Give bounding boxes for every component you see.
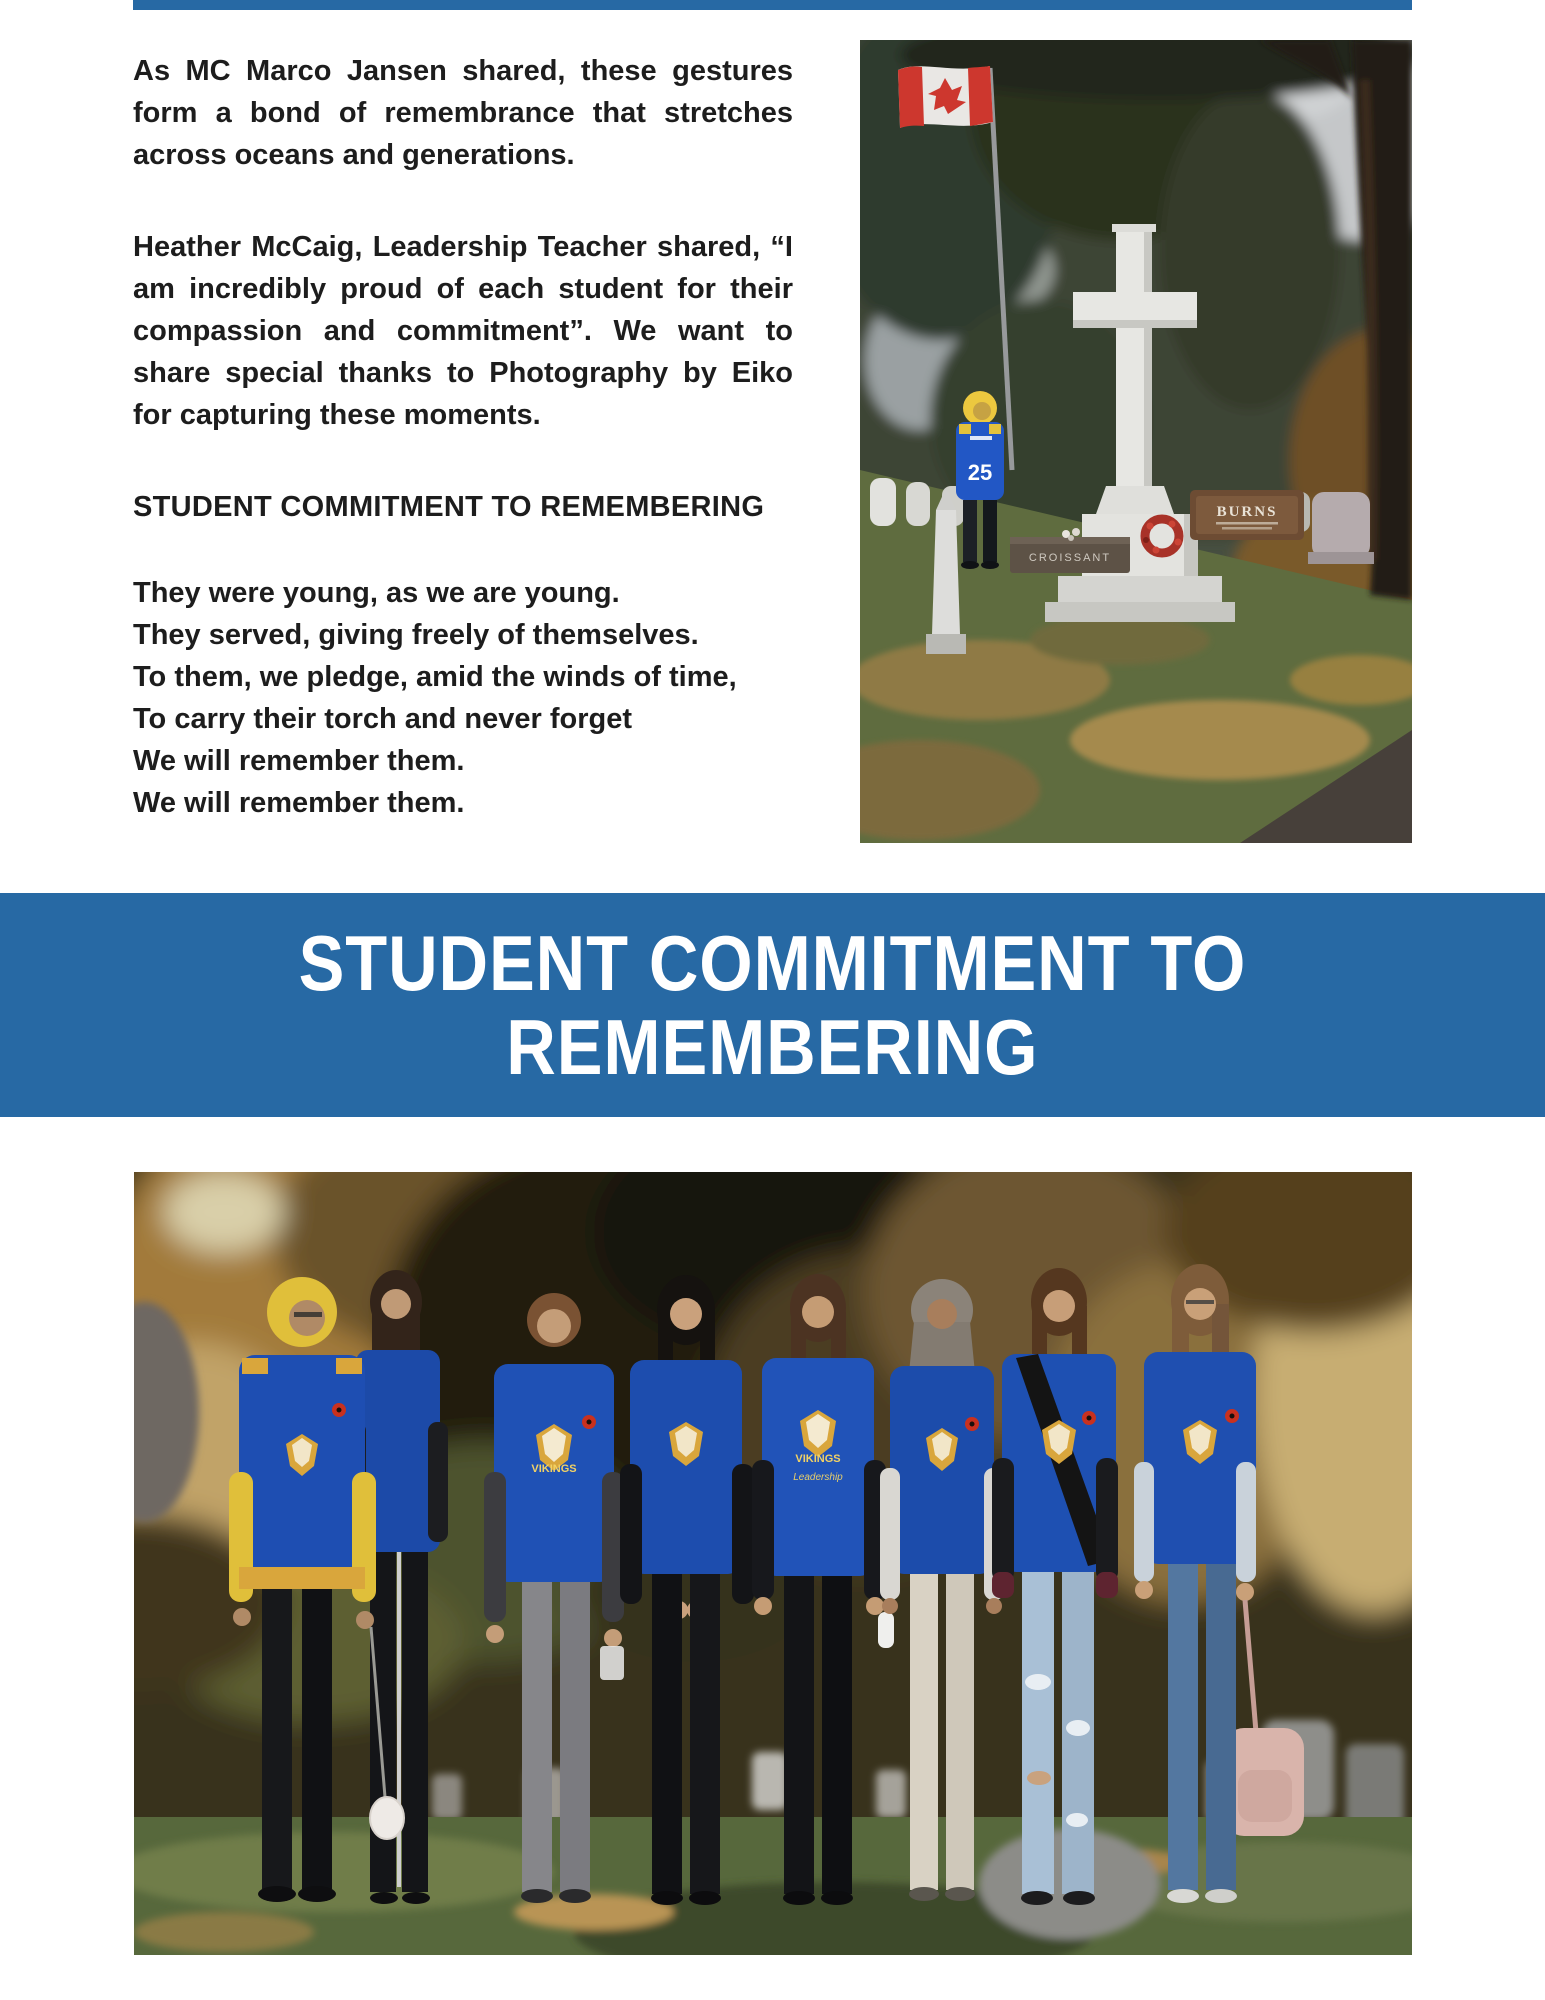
gravestone-croissant-text: CROISSANT bbox=[1028, 552, 1112, 564]
jersey-number-text: 25 bbox=[967, 460, 993, 485]
jersey-script-text: Leadership bbox=[793, 1472, 843, 1483]
poem-line: To carry their torch and never forget bbox=[133, 703, 633, 735]
banner-title-line1: STUDENT COMMITMENT TO bbox=[298, 919, 1247, 1007]
poem-line: We will remember them. bbox=[133, 745, 465, 777]
cemetery-photo bbox=[860, 40, 1412, 843]
banner-title-line2: REMEMBERING bbox=[506, 1003, 1039, 1091]
top-accent-bar bbox=[133, 0, 1412, 10]
jersey-team-text: VIKINGS bbox=[531, 1463, 577, 1475]
remembrance-poem bbox=[133, 572, 793, 824]
poem-line: They were young, as we are young. bbox=[133, 577, 620, 609]
jersey-team-text: VIKINGS bbox=[795, 1453, 841, 1465]
students-photo-illustration bbox=[134, 1172, 1412, 1955]
section-subheading: STUDENT COMMITMENT TO REMEMBERING bbox=[133, 491, 765, 523]
banner-title bbox=[234, 921, 1311, 1089]
cemetery-photo-illustration bbox=[860, 40, 1412, 843]
poem-line: To them, we pledge, amid the winds of time, bbox=[133, 661, 737, 693]
students-photo bbox=[134, 1172, 1412, 1955]
gravestone-burns bbox=[1190, 490, 1304, 540]
water-bottle bbox=[878, 1612, 894, 1648]
section-banner bbox=[0, 893, 1545, 1117]
white-balloon bbox=[370, 1797, 404, 1839]
poem-line: We will remember them. bbox=[133, 787, 465, 819]
paragraph-mc-jansen: As MC Marco Jansen shared, these gestures form a bond of remembrance that stretches across oceans and generations. bbox=[133, 55, 793, 171]
canadian-flag bbox=[898, 66, 993, 128]
article-text-column bbox=[133, 50, 793, 824]
clear-cup bbox=[600, 1646, 624, 1680]
gravestone-burns-text: BURNS bbox=[1216, 504, 1278, 520]
paragraph-heather-mccaig: Heather McCaig, Leadership Teacher shared, “I am incredibly proud of each student for their compassion and commitment”. We want to share special thanks to Photography by Eiko for capturing these moments. bbox=[133, 231, 793, 431]
gravestone-pink bbox=[1308, 492, 1374, 564]
poem-line: They served, giving freely of themselves. bbox=[133, 619, 699, 651]
